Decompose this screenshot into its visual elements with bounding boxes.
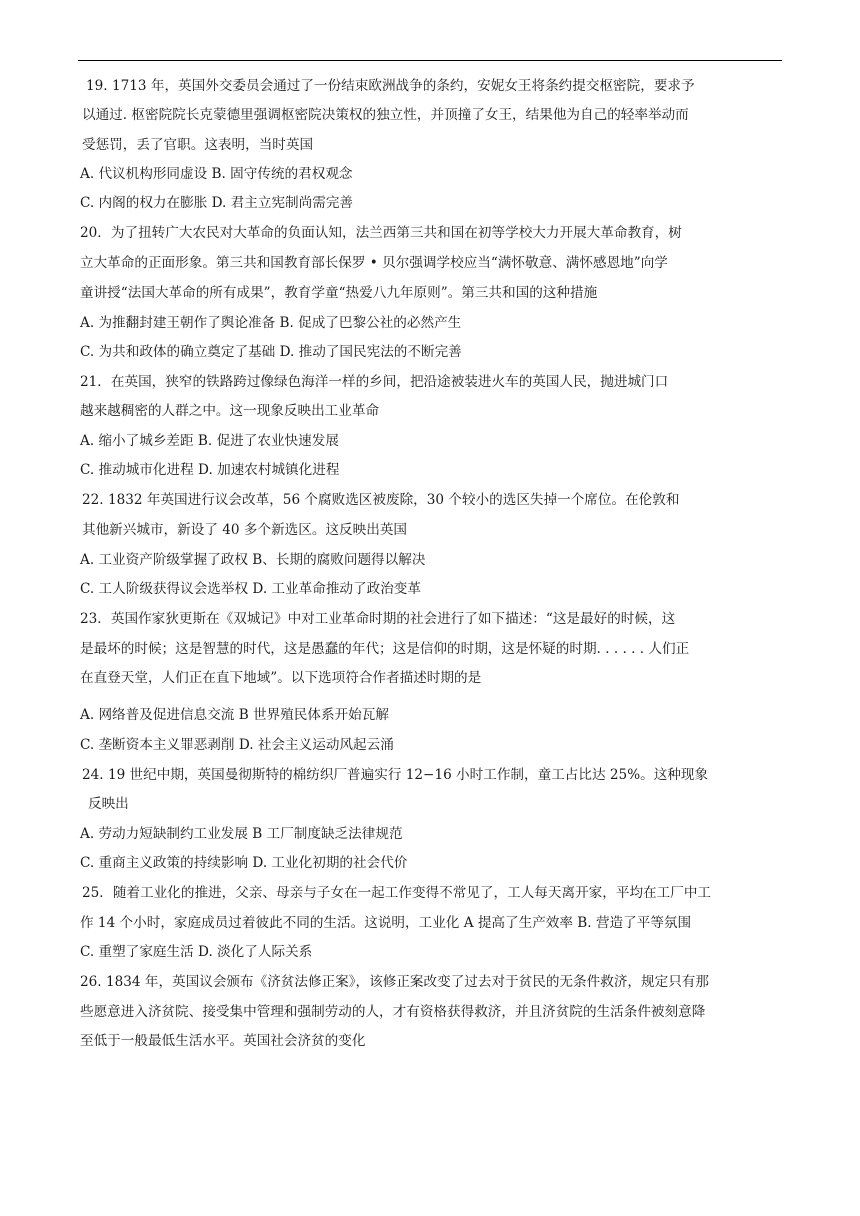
q20-stem-line-2: 立大革命的正面形象。第三共和国教育部长保罗 • 贝尔强调学校应当“满怀敬意、满怀感恩地”向学 (80, 255, 668, 271)
q23-stem-line-1: 23．英国作家狄更斯在《双城记》中对工业革命时期的社会进行了如下描述：“这是最好的时候，这 (80, 611, 676, 627)
q20-stem-line-3: 童讲授“法国大革命的所有成果”，教育学童“热爱八九年原则”。第三共和国的这种措施 (80, 285, 598, 301)
q23-option-ab: A. 网络普及促进信息交流 B 世界殖民体系开始瓦解 (80, 707, 389, 723)
q22-option-ab: A. 工业资产阶级掌握了政权 B、长期的腐败问题得以解决 (80, 552, 426, 568)
q25-stem-line-2: 作 14 个小时，家庭成员过着彼此不同的生活。这说明，工业化 A 提高了生产效率 B. 营造了平等氛围 (80, 915, 692, 931)
q20-option-ab: A. 为推翻封建王朝作了舆论准备 B. 促成了巴黎公社的必然产生 (80, 315, 462, 331)
q22-stem-line-1: 22. 1832 年英国进行议会改革，56 个腐败选区被废除，30 个较小的选区失掉一个席位。在伦敦和 (82, 492, 680, 508)
q21-stem-line-1: 21．在英国，狭窄的铁路跨过像绿色海洋一样的乡间，把沿途被装进火车的英国人民，抛进城门口 (80, 374, 669, 390)
q25-stem-line-1: 25．随着工业化的推进，父亲、母亲与子女在一起工作变得不常见了，工人每天离开家，平均在工厂中工 (82, 885, 712, 901)
q19-option-ab: A. 代议机构形同虚设 B. 固守传统的君权观念 (80, 166, 353, 182)
header-rule (78, 60, 782, 61)
q20-stem-line-1: 20．为了扭转广大农民对大革命的负面认知，法兰西第三共和国在初等学校大力开展大革命教育，树 (80, 225, 682, 241)
q22-option-cd: C. 工人阶级获得议会选举权 D. 工业革命推动了政治变革 (80, 581, 421, 597)
q26-stem-line-3: 至低于一般最低生活水平。英国社会济贫的变化 (80, 1033, 366, 1049)
q23-stem-line-3: 在直登天堂，人们正在直下地域”。以下选项符合作者描述时期的是 (80, 670, 482, 686)
q19-stem-line-2: 以通过. 枢密院院长克蒙德里强调枢密院决策权的独立性，并顶撞了女王，结果他为自己的轻率举动而 (82, 107, 689, 123)
q19-stem-line-3: 受惩罚，丢了官职。这表明，当时英国 (82, 137, 314, 153)
q19-stem-line-1: 19. 1713 年，英国外交委员会通过了一份结束欧洲战争的条约，安妮女王将条约提交枢密院，要求予 (86, 78, 695, 94)
q25-option-cd: C. 重塑了家庭生活 D. 淡化了人际关系 (80, 944, 313, 960)
q24-stem-line-2: 反映出 (88, 796, 129, 812)
q21-option-ab: A. 缩小了城乡差距 B. 促进了农业快速发展 (80, 433, 339, 449)
q26-stem-line-2: 些愿意进入济贫院、接受集中管理和强制劳动的人，才有资格获得救济，并且济贫院的生活条件被刻意降 (80, 1004, 706, 1020)
q23-option-cd: C. 垄断资本主义罪恶剥削 D. 社会主义运动风起云涌 (80, 737, 394, 753)
q23-stem-line-2: 是最坏的时候；这是智慧的时代，这是愚蠢的年代；这是信仰的时期，这是怀疑的时期. . . . . . 人们正 (80, 641, 690, 657)
q26-stem-line-1: 26. 1834 年，英国议会颁布《济贫法修正案》，该修正案改变了过去对于贫民的无条件救济，规定只有那 (80, 974, 709, 990)
q21-option-cd: C. 推动城市化进程 D. 加速农村城镇化进程 (80, 462, 340, 478)
q22-stem-line-2: 其他新兴城市，新设了 40 多个新选区。这反映出英国 (82, 522, 408, 538)
q19-option-cd: C. 内阁的权力在膨胀 D. 君主立宪制尚需完善 (80, 195, 354, 211)
q20-option-cd: C. 为共和政体的确立奠定了基础 D. 推动了国民宪法的不断完善 (80, 344, 462, 360)
q24-option-ab: A. 劳动力短缺制约工业发展 B 工厂制度缺乏法律规范 (80, 826, 403, 842)
q21-stem-line-2: 越来越稠密的人群之中。这一现象反映出工业革命 (80, 403, 380, 419)
q24-stem-line-1: 24. 19 世纪中期，英国曼彻斯特的棉纺织厂普遍实行 12−16 小时工作制，童工占比达 25%。这种现象 (82, 767, 709, 783)
q24-option-cd: C. 重商主义政策的持续影响 D. 工业化初期的社会代价 (80, 855, 408, 871)
